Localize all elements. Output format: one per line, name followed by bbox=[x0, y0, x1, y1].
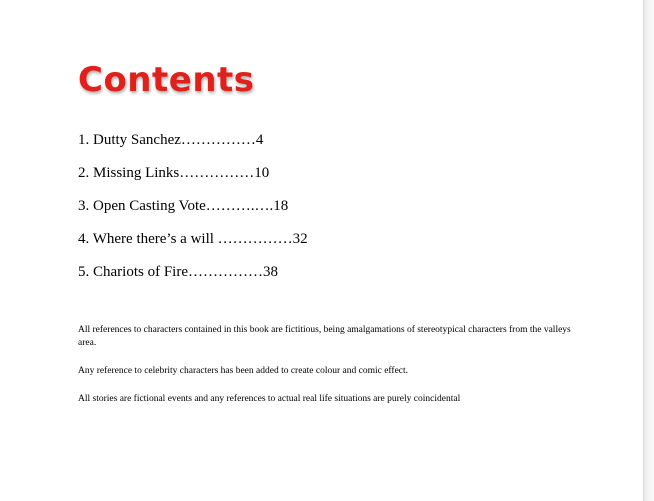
toc-entry-1: 1. Dutty Sanchez……………4 bbox=[78, 132, 264, 148]
disclaimer-notes bbox=[78, 324, 588, 421]
toc-entry-3: 3. Open Casting Vote……….….18 bbox=[78, 198, 289, 214]
table-of-contents bbox=[78, 130, 308, 295]
toc-entry-2: 2. Missing Links……………10 bbox=[78, 165, 270, 181]
page-edge-shadow bbox=[643, 0, 654, 501]
disclaimer-fictional-events: All stories are fictional events and any references to actual real life situations are purely coincidental bbox=[78, 394, 461, 404]
disclaimer-fictitious-characters: All references to characters contained in this book are fictitious, being amalgamations of stereotypical characters from the valleys area. bbox=[78, 325, 571, 348]
toc-entry-4: 4. Where there’s a will ……………32 bbox=[78, 231, 308, 247]
disclaimer-celebrity-references: Any reference to celebrity characters has been added to create colour and comic effect. bbox=[78, 366, 409, 376]
page-title: Contents bbox=[78, 60, 255, 100]
toc-entry-5: 5. Chariots of Fire……………38 bbox=[78, 264, 278, 280]
